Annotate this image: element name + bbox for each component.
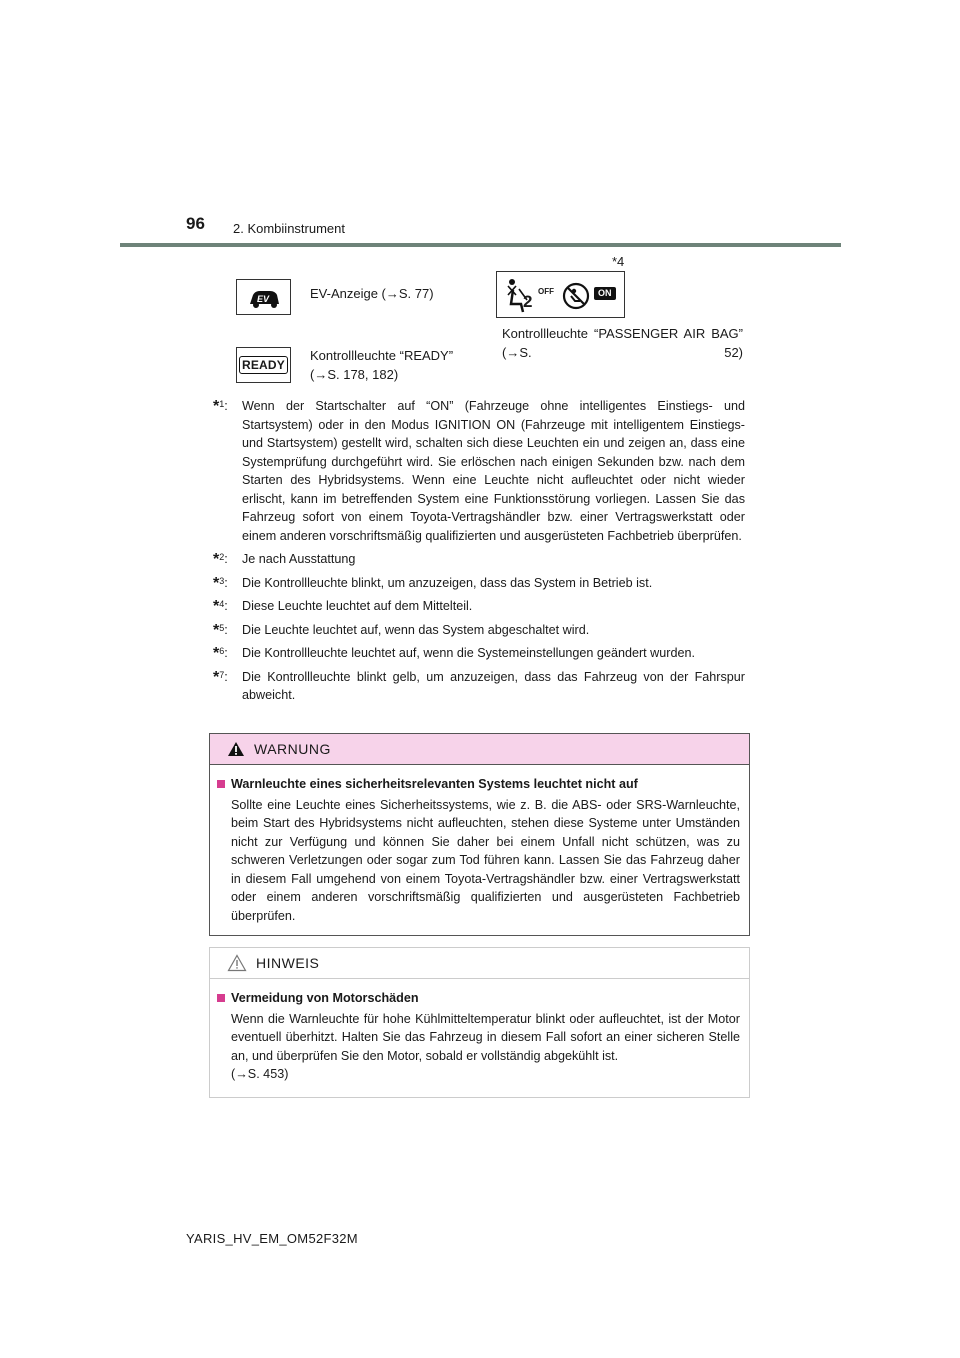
- footnote-2: *$^2$: Je nach Ausstattung: [213, 550, 745, 569]
- note-item-title: Vermeidung von Motorschäden: [217, 989, 740, 1008]
- ev-indicator-label: EV-Anzeige (→S. 77): [310, 286, 434, 301]
- footnote-text: Je nach Ausstattung: [242, 552, 356, 566]
- airbag-off-text: OFF: [538, 287, 554, 296]
- header-rule: [120, 243, 841, 247]
- svg-text:EV: EV: [257, 294, 270, 304]
- square-bullet-icon: [217, 994, 225, 1002]
- warning-header: [210, 734, 749, 765]
- airbag-on-text: ON: [598, 288, 612, 298]
- footnote-list: [213, 397, 745, 710]
- passenger-airbag-icon: [496, 271, 625, 318]
- footnote-1: *$^1$: Wenn der Startschalter auf “ON” (Fahrzeuge ohne intelligentes Einstiegs- und Startsystem) oder in den Modus IGNITION ON (Fahrzeuge mit intelligentem Einstiegs- und Startsystem) gestellt wird, schalten sich diese Leuchten ein und zeigen an, dass eine Systemprüfung durchgeführt wird. Sie erlöschen nach einigen Sekunden bzw. nach dem Starten des Hybridsystems. Wenn eine Leuchte nicht aufleuchtet oder nicht wieder erlischt, kann im betreffenden System eine Funktionsstörung vorliegen. Lassen Sie das Fahrzeug sofort von einem Toyota-Vertragshändler bzw. einer Vertragswerkstatt oder einem anderen vorschriftsmäßig qualifizierten und ausgerüsteten Fachbetrieb überprüfen.: [213, 397, 745, 545]
- footnote-3: *$^3$: Die Kontrollleuchte blinkt, um anzuzeigen, dass das System in Betrieb ist.: [213, 574, 745, 593]
- footnote-text: Die Kontrollleuchte blinkt, um anzuzeigen, dass das System in Betrieb ist.: [242, 575, 653, 590]
- note-heading: HINWEIS: [256, 955, 320, 971]
- page-number: 96: [186, 214, 205, 233]
- ready-icon: [236, 347, 291, 383]
- warning-item-text: Sollte eine Leuchte eines Sicherheitssystems, wie z. B. die ABS- oder SRS-Warnleuchte, beim Start des Hybridsystems nicht aufleuchten, stehen diese Systeme unter Umständen nicht zur Verfügung und können Sie daher bei einem Unfall nicht schützen, was zu schweren Verletzungen oder sogar zum Tod führen kann. Lassen Sie das Fahrzeug daher in diesem Fall umgehend von einem Toyota-Vertragshändler bzw. einer Vertragswerkstatt oder einem anderen vorschriftsmäßig qualifizierten und ausgerüsteten Fachbetrieb überprüfen.: [231, 797, 740, 923]
- footnote-6: *$^6$: Die Kontrollleuchte leuchtet auf, wenn die Systemeinstellungen geändert wurden.: [213, 644, 745, 663]
- footnote-text: Wenn der Startschalter auf “ON” (Fahrzeuge ohne intelligentes Einstiegs- und Startsystem) oder in den Modus IGNITION ON (Fahrzeuge mit intelligentem Einstiegs- und Startsystem) gestellt wird, schalten sich diese Leuchten ein und zeigen an, dass eine Systemprüfung durchgeführt wird. Sie erlöschen nach einigen Sekunden bzw. nach dem Starten des Hybridsystems. Wenn eine Leuchte nicht aufleuchtet oder nicht wieder erlischt, kann im betreffenden System eine Funktionsstörung vorliegen. Lassen Sie das Fahrzeug sofort von einem Toyota-Vertragshändler bzw. einer Vertragswerkstatt oder einem anderen vorschriftsmäßig qualifizierten und ausgerüsteten Fachbetrieb überprüfen.: [242, 399, 745, 543]
- footnote-text: Die Leuchte leuchtet auf, wenn das System abgeschaltet wird.: [242, 622, 590, 637]
- note-item-text: Wenn die Warnleuchte für hohe Kühlmitteltemperatur blinkt oder aufleuchtet, ist der Motor eventuell überhitzt. Halten Sie das Fahrzeug in diesem Fall sofort an einer sicheren Stelle an, und überprüfen Sie den Motor, sobald er vollständig abgekühlt ist. (→S. 453): [231, 1011, 740, 1081]
- footnote-7: *$^7$: Die Kontrollleuchte blinkt gelb, um anzuzeigen, dass das Fahrzeug von der Fahrspur abweicht.: [213, 668, 745, 705]
- section-title: 2. Kombiinstrument: [233, 221, 345, 236]
- warning-item-title: Warnleuchte eines sicherheitsrelevanten Systems leuchtet nicht auf: [217, 775, 740, 794]
- square-bullet-icon: [217, 780, 225, 788]
- footnote-5: *$^5$: Die Leuchte leuchtet auf, wenn das System abgeschaltet wird.: [213, 621, 745, 640]
- footnote-text: Die Kontrollleuchte leuchtet auf, wenn die Systemeinstellungen geändert wurden.: [242, 646, 695, 660]
- warning-box: [209, 733, 750, 936]
- ready-icon-text: READY: [239, 356, 288, 374]
- warning-heading: WARNUNG: [254, 741, 331, 757]
- passenger-airbag-label: Kontrollleuchte “PASSENGER AIR BAG” (→S. 52): [502, 326, 743, 360]
- footnote-text: Die Kontrollleuchte blinkt gelb, um anzuzeigen, dass das Fahrzeug von der Fahrspur abweicht.: [242, 669, 745, 702]
- ready-indicator-label: Kontrollleuchte “READY” (→S. 178, 182): [310, 348, 454, 382]
- warning-triangle-icon: [227, 741, 245, 757]
- note-box: [209, 947, 750, 1098]
- document-code: YARIS_HV_EM_OM52F32M: [186, 1231, 358, 1246]
- footnote-mark-4: *4: [612, 254, 625, 269]
- ev-icon: [236, 279, 291, 315]
- airbag-icon-digit: 2: [523, 292, 533, 311]
- note-item-ref: (→S. 453): [231, 1067, 289, 1081]
- note-header: [210, 948, 749, 979]
- footnote-text: Diese Leuchte leuchtet auf dem Mittelteil.: [242, 599, 473, 613]
- footnote-4: *$^4$: Diese Leuchte leuchtet auf dem Mittelteil.: [213, 597, 745, 616]
- caution-triangle-icon: [227, 954, 247, 972]
